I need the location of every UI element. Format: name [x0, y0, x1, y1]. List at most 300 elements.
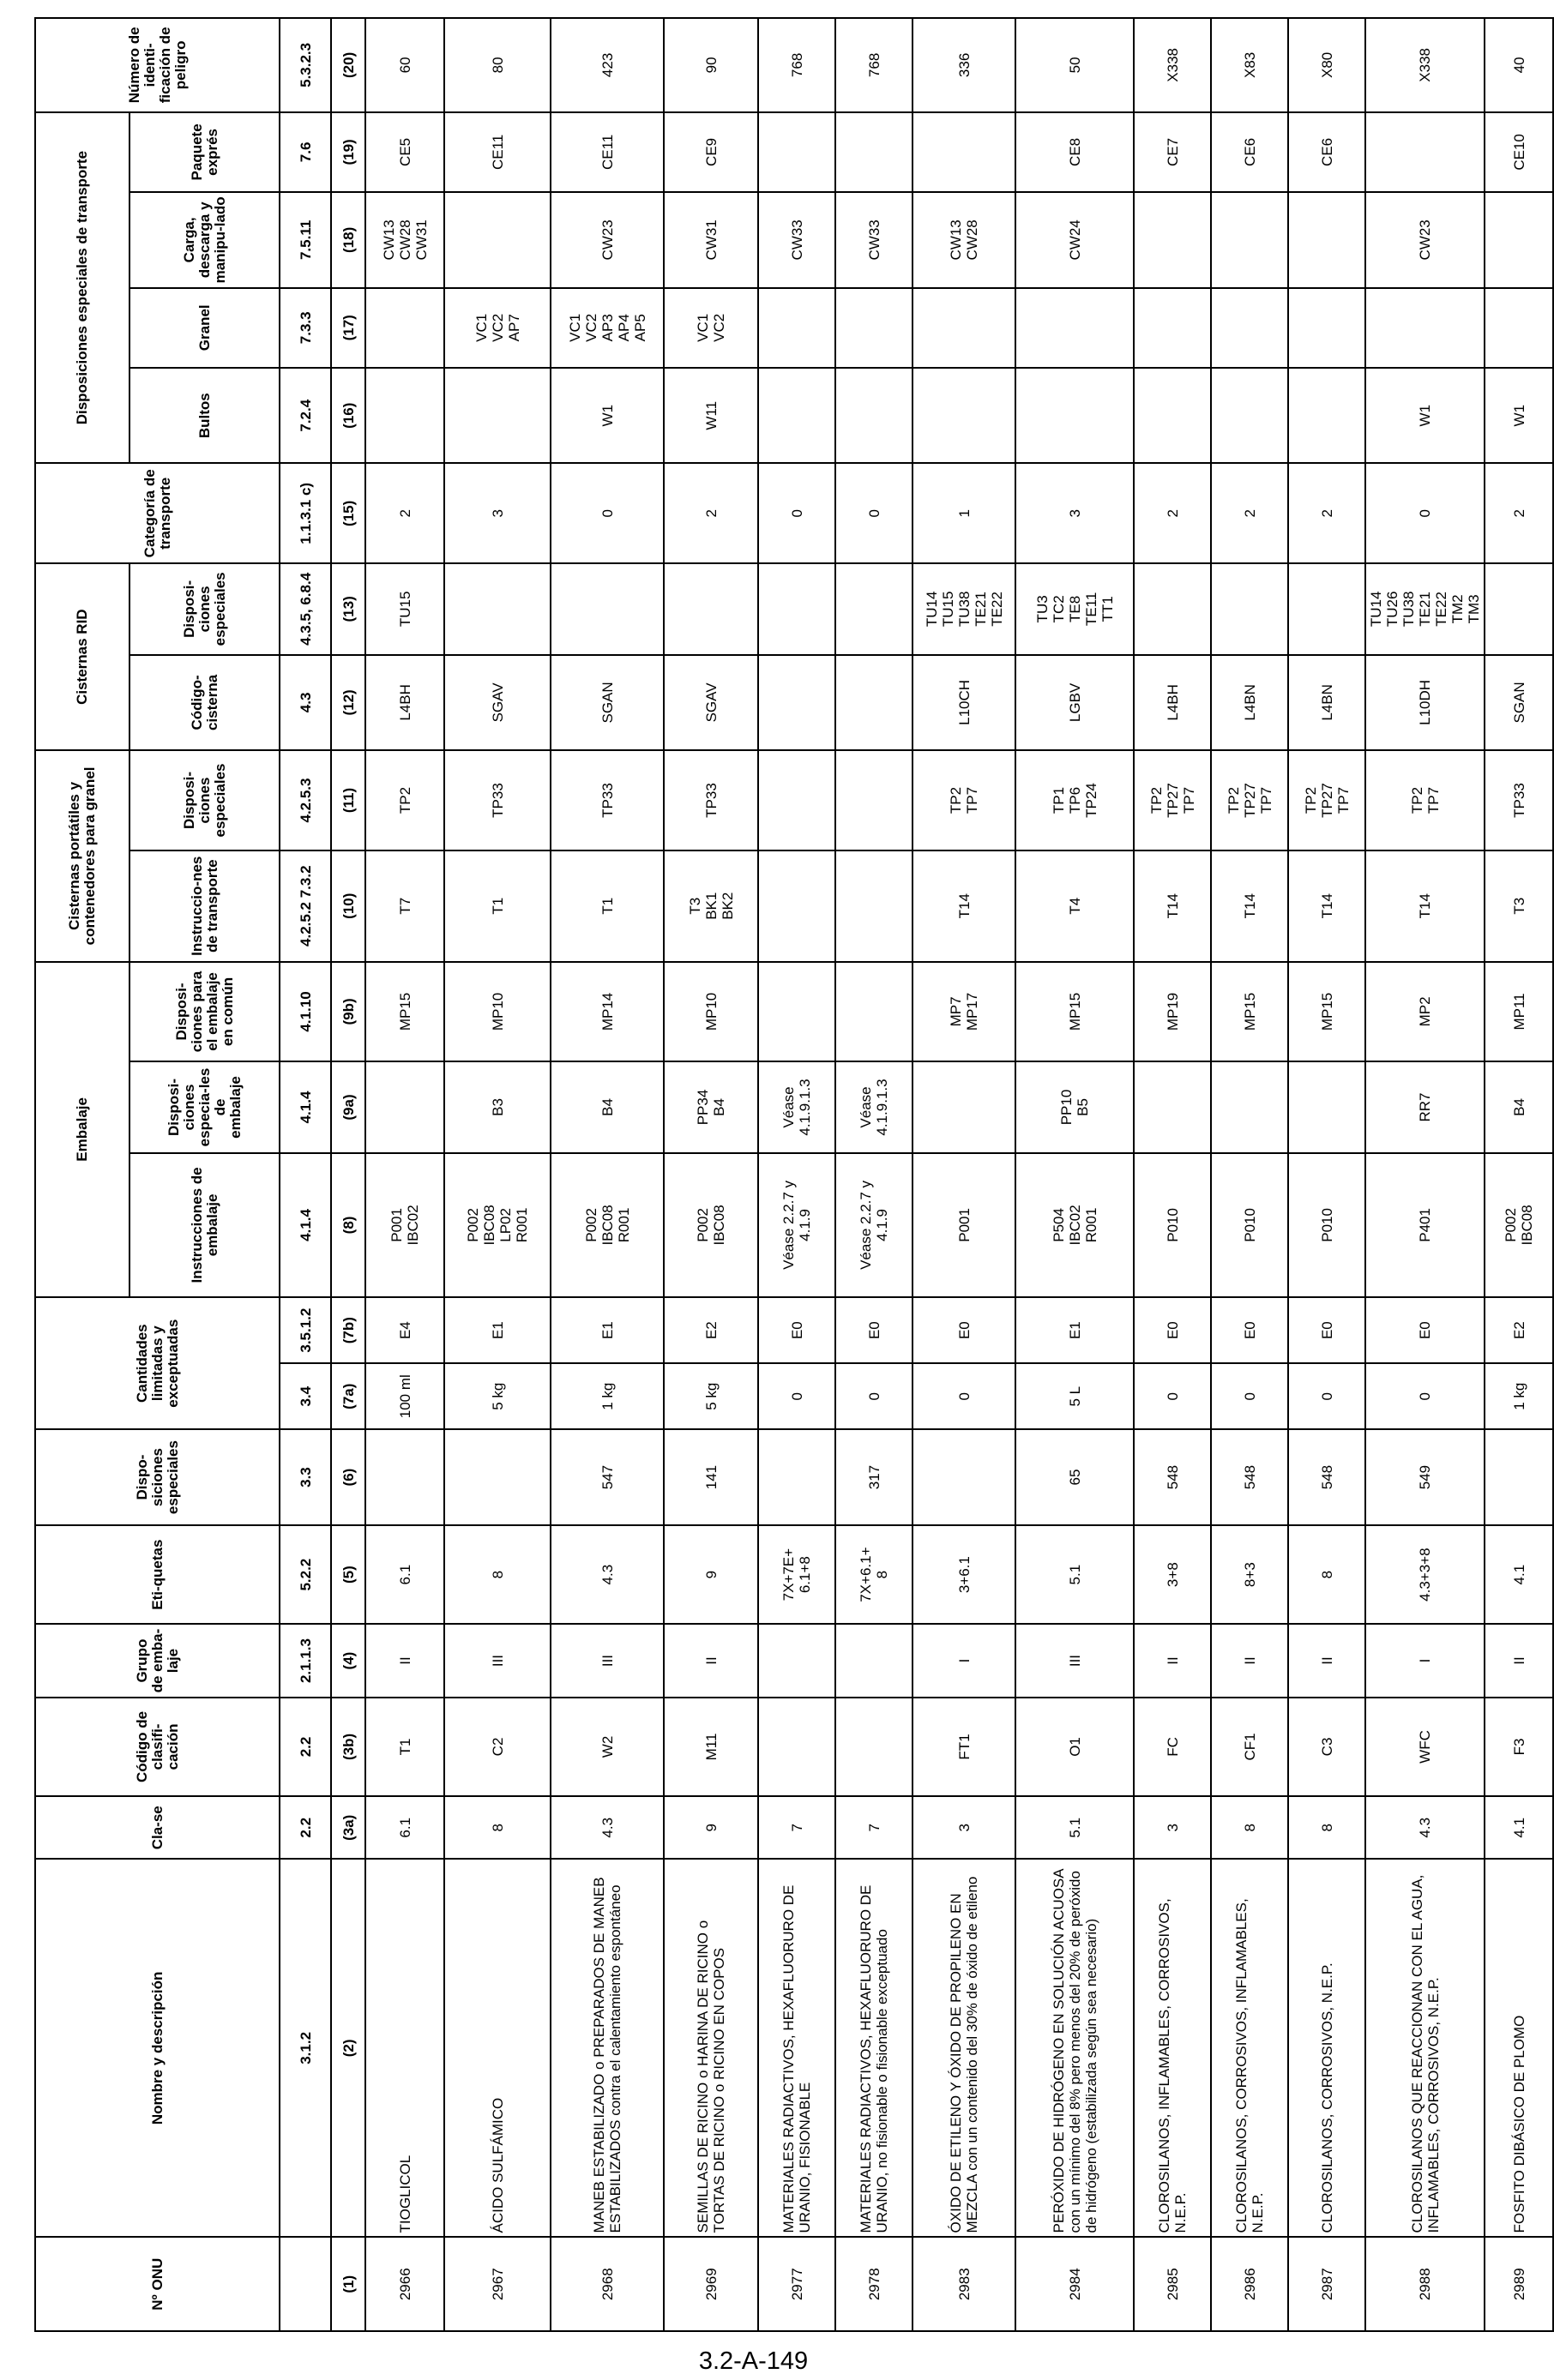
table-row-cell: 8	[444, 1525, 551, 1625]
table-row-cell	[758, 750, 835, 850]
table-row-cell: C3	[1288, 1698, 1365, 1797]
table-row-cell	[758, 368, 835, 464]
table-row-cell: E0	[1365, 1297, 1485, 1363]
table-row-cell: P002 IBC08 R001	[551, 1153, 664, 1297]
column-number-row	[331, 18, 365, 2331]
table-row-cell: E0	[913, 1297, 1015, 1363]
table-row-cell: 548	[1134, 1429, 1211, 1525]
column-number-row-cell: (2)	[331, 1859, 365, 2237]
header-nombre: Nombre y descripción	[35, 1859, 280, 2237]
header-disposiciones-especiales-cisterna: Disposi-ciones especiales	[130, 750, 280, 850]
table-row-cell	[913, 368, 1015, 464]
table-row-cell: CW23	[551, 192, 664, 288]
table-row-cell: 3	[913, 1796, 1015, 1859]
table-row-cell: E0	[1288, 1297, 1365, 1363]
header-cantidades: Cantidades limitadas y exceptuadas	[35, 1297, 280, 1429]
column-number-row-cell: (7a)	[331, 1363, 365, 1429]
column-number-row-cell: (16)	[331, 368, 365, 464]
table-row-cell	[444, 563, 551, 655]
table-row-cell: F3	[1485, 1698, 1553, 1797]
section-reference-row-cell: 2.2	[280, 1796, 331, 1859]
table-row-cell: II	[1485, 1624, 1553, 1697]
table-row-cell: W1	[551, 368, 664, 464]
table-row-cell: CLOROSILANOS, INFLAMABLES, CORROSIVOS, N.E.P.	[1134, 1859, 1211, 2237]
table-row-cell: T3	[1485, 850, 1553, 962]
table-row-cell: TU14 TU15 TU38 TE21 TE22	[913, 563, 1015, 655]
table-row-cell: III	[444, 1624, 551, 1697]
header-disposiciones-embalaje-comun: Disposi-ciones para el embalaje en común	[130, 962, 280, 1062]
section-reference-row-cell: 2.1.1.3	[280, 1624, 331, 1697]
table-row-cell: II	[664, 1624, 758, 1697]
table-row-cell: 2969	[664, 2237, 758, 2331]
table-row-cell	[1365, 288, 1485, 368]
table-row-cell: 0	[758, 464, 835, 564]
table-row-cell: CW33	[758, 192, 835, 288]
table-row-cell: 3	[444, 464, 551, 564]
table-row-cell: CW13 CW28 CW31	[365, 192, 444, 288]
table-row-cell	[1288, 368, 1365, 464]
table-row-cell	[1211, 192, 1288, 288]
table-row-cell: 548	[1288, 1429, 1365, 1525]
table-row-cell: MP10	[444, 962, 551, 1062]
table-row-cell: 7X+7E+ 6.1+8	[758, 1525, 835, 1625]
table-row-cell	[1134, 192, 1211, 288]
table-row-cell: CE6	[1288, 112, 1365, 192]
table-row-cell: 8	[1211, 1796, 1288, 1859]
section-reference-row-cell: 3.4	[280, 1363, 331, 1429]
table-row-cell: E2	[1485, 1297, 1553, 1363]
table-row-cell: MP11	[1485, 962, 1553, 1062]
table-row-cell: MATERIALES RADIACTIVOS, HEXAFLUORURO DE URANIO, FISIONABLE	[758, 1859, 835, 2237]
table-row-cell: 0	[758, 1363, 835, 1429]
column-number-row-cell: (20)	[331, 18, 365, 112]
table-row-cell	[365, 1061, 444, 1152]
header-cisternas-portatiles: Cisternas portátiles y contenedores para granel	[35, 750, 130, 961]
section-reference-row	[280, 18, 331, 2331]
table-row-cell: CF1	[1211, 1698, 1288, 1797]
table-row	[551, 18, 664, 2331]
table-row-cell: TU15	[365, 563, 444, 655]
table-row-cell: FC	[1134, 1698, 1211, 1797]
table-row-cell: 336	[913, 18, 1015, 112]
table-row-cell: MP15	[1015, 962, 1134, 1062]
table-row-cell	[758, 962, 835, 1062]
section-reference-row-cell: 7.2.4	[280, 368, 331, 464]
header-numero-peligro: Número de identi-ficación de peligro	[35, 18, 280, 112]
table-row-cell: 4.1	[1485, 1796, 1553, 1859]
table-row-cell: 0	[551, 464, 664, 564]
table-row-cell	[1134, 288, 1211, 368]
table-row-cell	[1485, 1429, 1553, 1525]
table-row-cell	[444, 368, 551, 464]
table-row-cell: TP2 TP27 TP7	[1134, 750, 1211, 850]
table-row-cell	[758, 850, 835, 962]
table-row	[758, 18, 835, 2331]
table-row-cell	[1015, 288, 1134, 368]
table-row-cell: 8	[1288, 1525, 1365, 1625]
header-granel: Granel	[130, 288, 280, 368]
table-row-cell: TP33	[1485, 750, 1553, 850]
table-row-cell: 3+8	[1134, 1525, 1211, 1625]
header-etiquetas: Eti-quetas	[35, 1525, 280, 1625]
table-row-cell: E0	[1211, 1297, 1288, 1363]
table-row-cell: 2985	[1134, 2237, 1211, 2331]
table-row-cell: P001	[913, 1153, 1015, 1297]
table-row-cell: PP34 B4	[664, 1061, 758, 1152]
table-row-cell: MP15	[365, 962, 444, 1062]
table-row-cell: VC1 VC2 AP3 AP4 AP5	[551, 288, 664, 368]
section-reference-row-cell: 2.2	[280, 1698, 331, 1797]
table-row-cell	[913, 288, 1015, 368]
table-row-cell: TP33	[444, 750, 551, 850]
table-row-cell	[1485, 192, 1553, 288]
table-row-cell	[1211, 288, 1288, 368]
table-row-cell: W1	[1485, 368, 1553, 464]
table-row-cell: B4	[1485, 1061, 1553, 1152]
table-row-cell	[835, 1698, 913, 1797]
table-row-cell: 5 kg	[444, 1363, 551, 1429]
table-row	[1211, 18, 1288, 2331]
table-row-cell: 2	[1211, 464, 1288, 564]
table-row-cell: 0	[1365, 464, 1485, 564]
table-row-cell: 7	[758, 1796, 835, 1859]
header-disposiciones-especiales-embalaje: Disposi-ciones especia-les de embalaje	[130, 1061, 280, 1152]
header-paquete-expres: Paquete exprés	[130, 112, 280, 192]
table-row-cell: 4.3+3+8	[1365, 1525, 1485, 1625]
table-row-cell	[835, 288, 913, 368]
column-number-row-cell: (7b)	[331, 1297, 365, 1363]
section-reference-row-cell: 4.1.4	[280, 1153, 331, 1297]
table-row-cell: MP10	[664, 962, 758, 1062]
table-row-cell	[913, 1429, 1015, 1525]
table-row-cell: P002 IBC08	[664, 1153, 758, 1297]
table-row-cell	[758, 288, 835, 368]
header-disposiciones-especiales: Dispo-siciones especiales	[35, 1429, 280, 1525]
section-reference-row-cell: 3.5.1.2	[280, 1297, 331, 1363]
table-row-cell: 0	[1134, 1363, 1211, 1429]
table-row-cell: 5 kg	[664, 1363, 758, 1429]
table-row-cell: 1	[913, 464, 1015, 564]
table-row-cell: P010	[1134, 1153, 1211, 1297]
table-row-cell: ÁCIDO SULFÁMICO	[444, 1859, 551, 2237]
table-row-cell: W2	[551, 1698, 664, 1797]
table-row-cell: WFC	[1365, 1698, 1485, 1797]
table-row-cell: T7	[365, 850, 444, 962]
section-reference-row-cell: 4.2.5.3	[280, 750, 331, 850]
table-row	[1015, 18, 1134, 2331]
column-number-row-cell: (5)	[331, 1525, 365, 1625]
header-instrucciones-embalaje: Instrucciones de embalaje	[130, 1153, 280, 1297]
table-row-cell: P002 IBC08 LP02 R001	[444, 1153, 551, 1297]
table-row-cell: II	[1288, 1624, 1365, 1697]
table-row-cell: CW23	[1365, 192, 1485, 288]
table-row-cell: 2	[1485, 464, 1553, 564]
table-row-cell: FOSFITO DIBÁSICO DE PLOMO	[1485, 1859, 1553, 2237]
table-row-cell	[1365, 112, 1485, 192]
table-row-cell: 549	[1365, 1429, 1485, 1525]
table-row-cell	[835, 1624, 913, 1697]
table-row-cell: ÓXIDO DE ETILENO Y ÓXIDO DE PROPILENO EN MEZCLA con un contenido del 30% de óxido de etileno	[913, 1859, 1015, 2237]
table-row-cell: VC1 VC2	[664, 288, 758, 368]
table-row-cell: W1	[1365, 368, 1485, 464]
table-row-cell: LGBV	[1015, 655, 1134, 751]
table-row-cell: X83	[1211, 18, 1288, 112]
page-number: 3.2-A-149	[698, 2347, 809, 2375]
table-row-cell: 80	[444, 18, 551, 112]
table-row-cell: 4.3	[551, 1525, 664, 1625]
table-row-cell: 2	[1134, 464, 1211, 564]
table-row-cell	[913, 1061, 1015, 1152]
table-row	[1485, 18, 1553, 2331]
table-row-cell: CW24	[1015, 192, 1134, 288]
section-reference-row-cell: 7.6	[280, 112, 331, 192]
table-row-cell: P010	[1288, 1153, 1365, 1297]
section-reference-row-cell	[280, 2237, 331, 2331]
table-row-cell: 0	[1211, 1363, 1288, 1429]
table-row-cell: E1	[444, 1297, 551, 1363]
column-number-row-cell: (15)	[331, 464, 365, 564]
table-row-cell: 2966	[365, 2237, 444, 2331]
section-reference-row-cell: 5.3.2.3	[280, 18, 331, 112]
table-row-cell: MP7 MP17	[913, 962, 1015, 1062]
table-row	[365, 18, 444, 2331]
table-row-cell	[1485, 563, 1553, 655]
table-row-cell	[758, 1624, 835, 1697]
table-row-cell: TIOGLICOL	[365, 1859, 444, 2237]
table-row-cell	[444, 1429, 551, 1525]
table-row-cell: 2986	[1211, 2237, 1288, 2331]
table-row-cell: III	[551, 1624, 664, 1697]
table-row-cell	[1015, 368, 1134, 464]
table-row-cell: 7X+6.1+ 8	[835, 1525, 913, 1625]
table-row-cell: 2989	[1485, 2237, 1553, 2331]
table-row-cell: P504 IBC02 R001	[1015, 1153, 1134, 1297]
table-row-cell: 4.3	[551, 1796, 664, 1859]
table-row-cell: 0	[1288, 1363, 1365, 1429]
table-row-cell: 2	[664, 464, 758, 564]
table-row-cell: X80	[1288, 18, 1365, 112]
table-row-cell: CE11	[444, 112, 551, 192]
table-row-cell	[1288, 563, 1365, 655]
table-row-cell: 4.3	[1365, 1796, 1485, 1859]
table-row	[1134, 18, 1211, 2331]
table-row-cell: SGAN	[1485, 655, 1553, 751]
header-disposiciones-especiales-rid: Disposi-ciones especiales	[130, 563, 280, 655]
table-row-cell	[1288, 288, 1365, 368]
table-row	[1365, 18, 1485, 2331]
table-row-cell	[913, 112, 1015, 192]
header-embalaje: Embalaje	[35, 962, 130, 1297]
table-row-cell: E4	[365, 1297, 444, 1363]
table-row-cell: 4.1	[1485, 1525, 1553, 1625]
section-reference-row-cell: 3.1.2	[280, 1859, 331, 2237]
header-onu: Nº ONU	[35, 2237, 280, 2331]
table-row-cell: 5.1	[1015, 1525, 1134, 1625]
table-row-cell: 2967	[444, 2237, 551, 2331]
table-row-cell: I	[913, 1624, 1015, 1697]
table-row-cell: TP2 TP7	[913, 750, 1015, 850]
table-row-cell	[664, 563, 758, 655]
table-row-cell: 0	[913, 1363, 1015, 1429]
section-reference-row-cell: 1.1.3.1 c)	[280, 464, 331, 564]
header-bultos: Bultos	[130, 368, 280, 464]
table-row-cell: T14	[1288, 850, 1365, 962]
section-reference-row-cell: 4.2.5.2 7.3.2	[280, 850, 331, 962]
table-row-cell	[835, 655, 913, 751]
column-number-row-cell: (11)	[331, 750, 365, 850]
table-row-cell: TP1 TP6 TP24	[1015, 750, 1134, 850]
table-row-cell	[444, 192, 551, 288]
table-row-cell: PP10 B5	[1015, 1061, 1134, 1152]
table-row-cell: TU3 TC2 TE8 TE11 TT1	[1015, 563, 1134, 655]
table-row-cell: MP19	[1134, 962, 1211, 1062]
table-row-cell: P010	[1211, 1153, 1288, 1297]
table-row	[444, 18, 551, 2331]
table-row-cell: M11	[664, 1698, 758, 1797]
table-row-cell	[835, 850, 913, 962]
table-row-cell: 768	[758, 18, 835, 112]
table-row-cell: 317	[835, 1429, 913, 1525]
table-row-cell: L10CH	[913, 655, 1015, 751]
table-row-cell: CE10	[1485, 112, 1553, 192]
dangerous-goods-table	[34, 17, 1554, 2332]
table-row-cell: T14	[1365, 850, 1485, 962]
table-row-cell: 547	[551, 1429, 664, 1525]
table-row-cell: T14	[1134, 850, 1211, 962]
table-row-cell: 548	[1211, 1429, 1288, 1525]
table-row-cell	[1211, 368, 1288, 464]
table-row-cell: RR7	[1365, 1061, 1485, 1152]
table-row-cell	[1485, 288, 1553, 368]
table-row-cell: 141	[664, 1429, 758, 1525]
table-row-cell: 2977	[758, 2237, 835, 2331]
column-number-row-cell: (10)	[331, 850, 365, 962]
table-row-cell: T3 BK1 BK2	[664, 850, 758, 962]
column-number-row-cell: (3b)	[331, 1698, 365, 1797]
table-row-cell: X338	[1134, 18, 1211, 112]
section-reference-row-cell: 4.1.4	[280, 1061, 331, 1152]
table-row-cell: 3+6.1	[913, 1525, 1015, 1625]
table-row-cell: 40	[1485, 18, 1553, 112]
table-row-cell: II	[1134, 1624, 1211, 1697]
table-row-cell: 8	[1288, 1796, 1365, 1859]
table-row-cell: 8	[444, 1796, 551, 1859]
table-row-cell: E0	[835, 1297, 913, 1363]
rotated-table-container	[34, 17, 1535, 2332]
table-row-cell: CE7	[1134, 112, 1211, 192]
column-number-row-cell: (4)	[331, 1624, 365, 1697]
table-row-cell	[1134, 368, 1211, 464]
section-reference-row-cell: 7.3.3	[280, 288, 331, 368]
table-row-cell: CW13 CW28	[913, 192, 1015, 288]
table-row-cell: 2978	[835, 2237, 913, 2331]
table-row-cell: CW31	[664, 192, 758, 288]
table-row-cell	[835, 750, 913, 850]
table-row-cell: TP2	[365, 750, 444, 850]
header-codigo-clasificacion: Código de clasifi-cación	[35, 1698, 280, 1797]
column-number-row-cell: (6)	[331, 1429, 365, 1525]
table-row-cell	[758, 1698, 835, 1797]
table-row-cell	[758, 1429, 835, 1525]
table-row-cell: O1	[1015, 1698, 1134, 1797]
table-row-cell: L4BN	[1288, 655, 1365, 751]
table-row-cell: T4	[1015, 850, 1134, 962]
column-number-row-cell: (17)	[331, 288, 365, 368]
table-row-cell	[835, 368, 913, 464]
table-row-cell: T1	[365, 1698, 444, 1797]
table-row	[664, 18, 758, 2331]
table-row-cell: 6.1	[365, 1796, 444, 1859]
table-row-cell: L4BN	[1211, 655, 1288, 751]
table-row-cell: III	[1015, 1624, 1134, 1697]
header-cisternas-rid: Cisternas RID	[35, 563, 130, 750]
table-row-cell	[551, 563, 664, 655]
table-row-cell	[1134, 1061, 1211, 1152]
table-row-cell: CLOROSILANOS QUE REACCIONAN CON EL AGUA, INFLAMABLES, CORROSIVOS, N.E.P.	[1365, 1859, 1485, 2237]
column-number-row-cell: (19)	[331, 112, 365, 192]
header-categoria-transporte: Categoría de transporte	[35, 464, 280, 564]
table-row-cell: TU14 TU26 TU38 TE21 TE22 TM2 TM3	[1365, 563, 1485, 655]
table-row-cell: 9	[664, 1525, 758, 1625]
column-number-row-cell: (9b)	[331, 962, 365, 1062]
section-reference-row-cell: 3.3	[280, 1429, 331, 1525]
column-number-row-cell: (8)	[331, 1153, 365, 1297]
header-instrucciones-transporte: Instruccio-nes de transporte	[130, 850, 280, 962]
header-grupo-embalaje: Grupo de emba-laje	[35, 1624, 280, 1697]
table-row-cell: SEMILLAS DE RICINO o HARINA DE RICINO o TORTAS DE RICINO o RICINO EN COPOS	[664, 1859, 758, 2237]
table-row-cell	[1211, 1061, 1288, 1152]
table-row-cell: X338	[1365, 18, 1485, 112]
table-row-cell: SGAV	[444, 655, 551, 751]
column-number-row-cell: (18)	[331, 192, 365, 288]
table-row-cell: T14	[913, 850, 1015, 962]
table-row-cell: P401	[1365, 1153, 1485, 1297]
table-row-cell: SGAN	[551, 655, 664, 751]
table-row-cell: 768	[835, 18, 913, 112]
table-row-cell: T1	[444, 850, 551, 962]
table-row-cell: L4BH	[365, 655, 444, 751]
table-row-cell: L4BH	[1134, 655, 1211, 751]
table-row-cell	[835, 563, 913, 655]
table-row-cell: 423	[551, 18, 664, 112]
table-row-cell: CE8	[1015, 112, 1134, 192]
table-row-cell: 5 L	[1015, 1363, 1134, 1429]
section-reference-row-cell: 7.5.11	[280, 192, 331, 288]
table-row	[1288, 18, 1365, 2331]
header-codigo-cisterna: Código-cisterna	[130, 655, 280, 751]
table-row-cell	[758, 112, 835, 192]
table-row-cell: 1 kg	[1485, 1363, 1553, 1429]
column-number-row-cell: (1)	[331, 2237, 365, 2331]
table-row-cell: 8+3	[1211, 1525, 1288, 1625]
table-row-cell: CE5	[365, 112, 444, 192]
table-row-cell: PERÓXIDO DE HIDRÓGENO EN SOLUCIÓN ACUOSA con un mínimo del 8% pero menos del 20% de peróxido de hidrógeno (estabilizada según sea necesario)	[1015, 1859, 1134, 2237]
table-row-cell: II	[1211, 1624, 1288, 1697]
column-number-row-cell: (13)	[331, 563, 365, 655]
table-row-cell: E2	[664, 1297, 758, 1363]
table-row-cell: MATERIALES RADIACTIVOS, HEXAFLUORURO DE URANIO, no fisionable o fisionable exceptuado	[835, 1859, 913, 2237]
table-row-cell: 5.1	[1015, 1796, 1134, 1859]
table-row-cell: 0	[835, 464, 913, 564]
table-row-cell: Véase 2.2.7 y 4.1.9	[835, 1153, 913, 1297]
table-row-cell: II	[365, 1624, 444, 1697]
header-carga-descarga: Carga, descarga y manipu-lado	[130, 192, 280, 288]
column-number-row-cell: (9a)	[331, 1061, 365, 1152]
section-reference-row-cell: 5.2.2	[280, 1525, 331, 1625]
table-row-cell	[1211, 563, 1288, 655]
table-row-cell: E0	[758, 1297, 835, 1363]
table-row-cell: MP14	[551, 962, 664, 1062]
